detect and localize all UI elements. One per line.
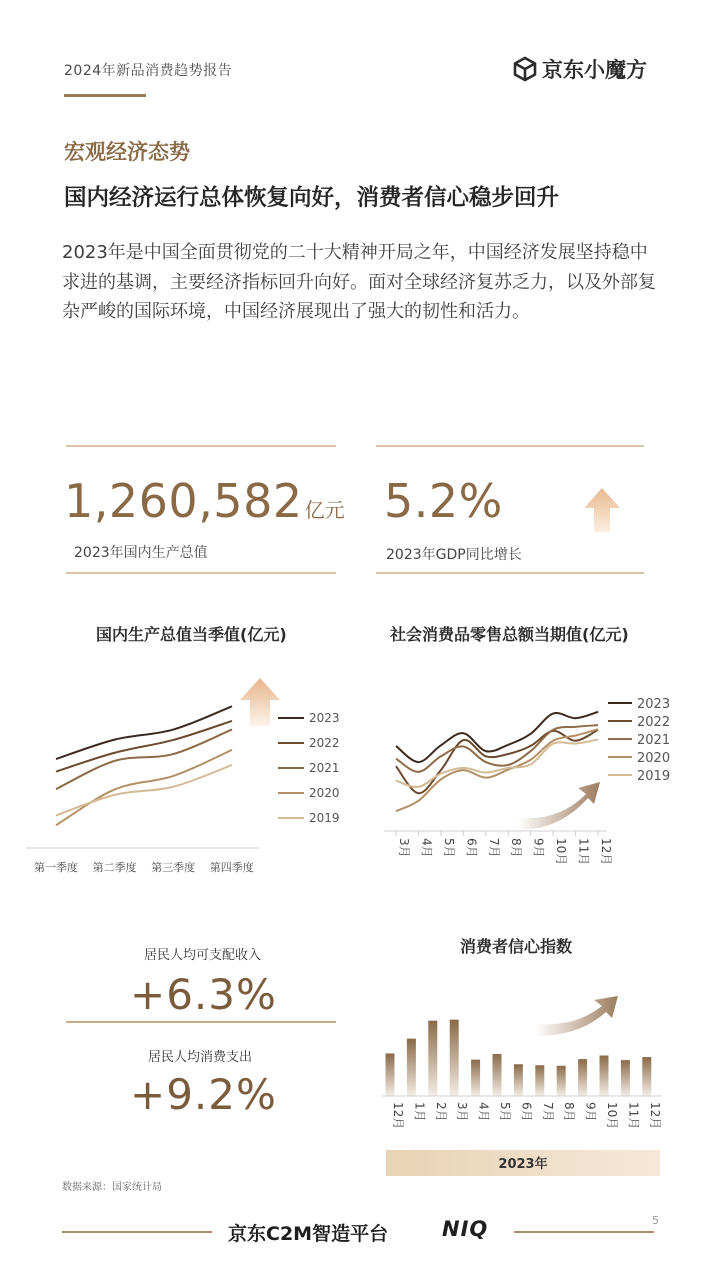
gdp-legend-label-2022: 2022 bbox=[309, 736, 340, 750]
gdp-tick-label: 第一季度 bbox=[34, 861, 78, 874]
confidence-tick-label: 8月 bbox=[562, 1102, 577, 1122]
income-value: +6.3% bbox=[130, 970, 277, 1019]
confidence-tick-label: 5月 bbox=[498, 1102, 512, 1122]
gdp-series-2021-line bbox=[56, 729, 232, 789]
confidence-bar bbox=[600, 1056, 609, 1096]
gdp-series-2020-line bbox=[56, 750, 232, 825]
confidence-bar bbox=[386, 1053, 395, 1096]
title-underline bbox=[64, 94, 146, 97]
confidence-bar bbox=[557, 1066, 566, 1096]
gdp-tick-label: 第四季度 bbox=[209, 861, 254, 874]
gdp-kpi bbox=[64, 474, 345, 528]
confidence-tick-label: 11月 bbox=[626, 1102, 641, 1130]
confidence-bar bbox=[493, 1054, 502, 1096]
retail-legend-label-2019: 2019 bbox=[637, 769, 671, 784]
confidence-chart-title: 消费者信心指数 bbox=[460, 937, 573, 956]
confidence-bar bbox=[621, 1060, 630, 1096]
retail-tick-label: 5月 bbox=[441, 838, 456, 858]
confidence-bar bbox=[450, 1020, 459, 1096]
confidence-bar bbox=[642, 1057, 651, 1096]
retail-tick-label: 9月 bbox=[531, 838, 546, 858]
kpi-top-divider bbox=[66, 445, 336, 447]
gdp-series-2022-line bbox=[56, 721, 232, 772]
page-number: 5 bbox=[652, 1214, 659, 1227]
confidence-tick-label: 4月 bbox=[476, 1102, 491, 1122]
retail-chart-title: 社会消费品零售总额当期值(亿元) bbox=[390, 625, 629, 644]
retail-tick-label: 10月 bbox=[554, 838, 569, 866]
retail-series-2019-line bbox=[396, 740, 598, 787]
confidence-tick-label: 10月 bbox=[605, 1102, 619, 1130]
retail-sales-chart bbox=[380, 690, 700, 880]
stats-divider bbox=[66, 1021, 336, 1023]
confidence-bar bbox=[514, 1064, 523, 1096]
retail-legend-label-2022: 2022 bbox=[637, 715, 671, 730]
retail-tick-label: 6月 bbox=[464, 838, 479, 858]
retail-tick-label: 3月 bbox=[397, 838, 411, 858]
confidence-tick-label: 9月 bbox=[583, 1102, 598, 1122]
growth-value: 5.2% bbox=[384, 474, 503, 528]
spend-label: 居民人均消费支出 bbox=[148, 1050, 253, 1065]
confidence-bar-chart bbox=[378, 990, 668, 1180]
footer-line-right bbox=[514, 1231, 654, 1233]
headline: 国内经济运行总体恢复向好，消费者信心稳步回升 bbox=[64, 185, 560, 211]
spend-value: +9.2% bbox=[130, 1070, 277, 1119]
confidence-bar bbox=[535, 1065, 544, 1096]
confidence-tick-label: 1月 bbox=[412, 1102, 427, 1122]
retail-series-2021-line bbox=[396, 725, 598, 772]
gdp-legend-label-2021: 2021 bbox=[309, 761, 340, 775]
gdp-trend-arrow-icon bbox=[240, 678, 280, 726]
confidence-trend-arrow-icon bbox=[536, 996, 618, 1036]
retail-tick-label: 12月 bbox=[599, 838, 613, 866]
retail-trend-arrow-icon bbox=[518, 782, 600, 830]
gdp-series-2023-line bbox=[56, 706, 232, 759]
gdp-label: 2023年国内生产总值 bbox=[74, 545, 208, 561]
confidence-bar bbox=[407, 1039, 416, 1096]
confidence-bar bbox=[578, 1059, 587, 1096]
gdp-tick-label: 第二季度 bbox=[92, 861, 137, 874]
retail-legend-label-2021: 2021 bbox=[637, 733, 671, 748]
retail-legend-label-2020: 2020 bbox=[637, 751, 671, 766]
brand-logo bbox=[512, 54, 647, 84]
retail-tick-label: 4月 bbox=[419, 838, 434, 858]
confidence-bar bbox=[471, 1060, 480, 1096]
year-band-label: 2023年 bbox=[498, 1157, 548, 1172]
confidence-bar bbox=[428, 1021, 437, 1096]
section-title: 宏观经济态势 bbox=[64, 140, 190, 164]
kpi-bottom-divider bbox=[66, 572, 336, 574]
data-source: 数据来源：国家统计局 bbox=[62, 1182, 162, 1193]
gdp-legend-label-2019: 2019 bbox=[309, 811, 340, 825]
gdp-legend-label-2023: 2023 bbox=[309, 711, 340, 725]
gdp-quarterly-chart bbox=[20, 670, 360, 880]
confidence-tick-label: 7月 bbox=[540, 1102, 555, 1122]
confidence-tick-label: 6月 bbox=[519, 1102, 534, 1122]
cube-icon bbox=[512, 56, 538, 82]
gdp-unit: 亿元 bbox=[304, 498, 345, 522]
kpi-top-divider-2 bbox=[376, 445, 644, 447]
retail-tick-label: 11月 bbox=[576, 838, 591, 866]
intro-paragraph: 2023年是中国全面贯彻党的二十大精神开局之年，中国经济发展坚持稳中求进的基调，主要经济指标回升向好。面对全球经济复苏乏力，以及外部复杂严峻的国际环境，中国经济展现出了强大的韧性和活力。 bbox=[62, 242, 656, 322]
gdp-chart-title: 国内生产总值当季值(亿元) bbox=[96, 625, 287, 644]
gdp-tick-label: 第三季度 bbox=[151, 861, 196, 874]
kpi-bottom-divider-2 bbox=[376, 572, 644, 574]
confidence-tick-label: 12月 bbox=[647, 1102, 662, 1130]
retail-tick-label: 8月 bbox=[509, 838, 524, 858]
gdp-legend-label-2020: 2020 bbox=[309, 786, 340, 800]
report-title: 2024年新品消费趋势报告 bbox=[64, 63, 233, 79]
brand-name: 京东小魔方 bbox=[542, 58, 647, 82]
footer-brand: 京东C2M智造平台 bbox=[228, 1223, 389, 1245]
confidence-tick-label: 12月 bbox=[391, 1102, 405, 1130]
retail-tick-label: 7月 bbox=[486, 838, 501, 858]
confidence-tick-label: 3月 bbox=[455, 1102, 470, 1122]
confidence-tick-label: 2月 bbox=[433, 1102, 448, 1122]
retail-legend-label-2023: 2023 bbox=[637, 697, 671, 712]
footer-line-left bbox=[62, 1231, 212, 1233]
partner-logo: NIQ bbox=[442, 1217, 489, 1241]
arrow-up-icon bbox=[582, 486, 622, 534]
income-label: 居民人均可支配收入 bbox=[144, 948, 262, 963]
growth-label: 2023年GDP同比增长 bbox=[386, 547, 522, 563]
gdp-value: 1,260,582 bbox=[64, 474, 303, 528]
